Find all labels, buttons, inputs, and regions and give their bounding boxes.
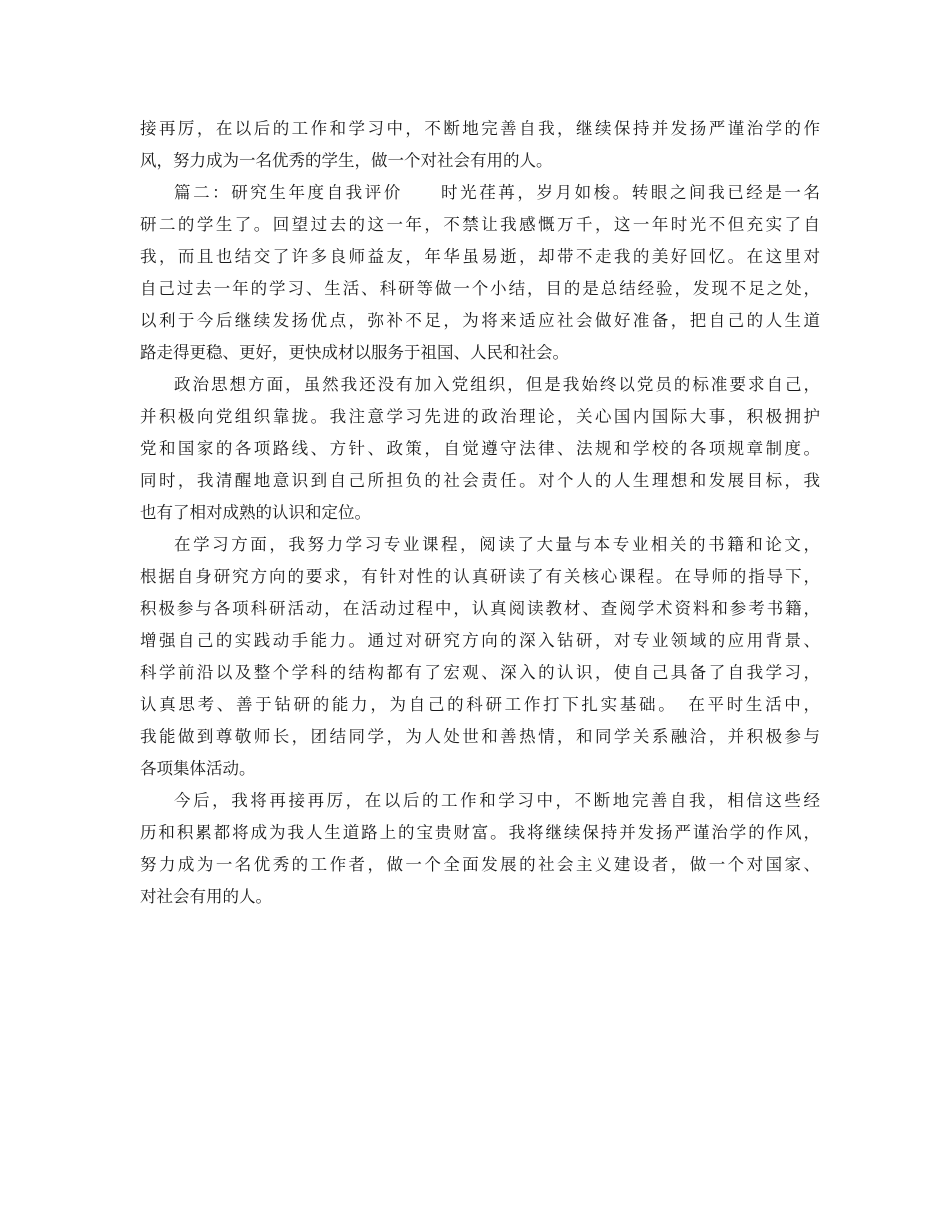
text-line: 历和积累都将成为我人生道路上的宝贵财富。我将继续保持并发扬严谨治学的作风， xyxy=(140,823,820,842)
paragraph-continuation xyxy=(140,113,820,177)
text-line: 今后，我将再接再厉，在以后的工作和学习中，不断地完善自我，相信这些经 xyxy=(174,791,820,810)
paragraph-section-two-intro xyxy=(140,177,820,369)
paragraph-future xyxy=(140,785,820,913)
text-line: 篇二：研究生年度自我评价 时光荏苒，岁月如梭。转眼之间我已经是一名 xyxy=(174,183,820,202)
text-line: 路走得更稳、更好，更快成材以服务于祖国、人民和社会。 xyxy=(140,343,569,362)
text-line: 以利于今后继续发扬优点，弥补不足，为将来适应社会做好准备，把自己的人生道 xyxy=(140,311,820,330)
text-line: 也有了相对成熟的认识和定位。 xyxy=(140,503,371,522)
text-line: 自己过去一年的学习、生活、科研等做一个小结，目的是总结经验，发现不足之处， xyxy=(140,279,820,298)
text-line: 各项集体活动。 xyxy=(140,759,256,778)
text-line: 党和国家的各项路线、方针、政策，自觉遵守法律、法规和学校的各项规章制度。 xyxy=(140,439,820,458)
text-line: 我能做到尊敬师长，团结同学，为人处世和善热情，和同学关系融洽，并积极参与 xyxy=(140,727,820,746)
text-line: 研二的学生了。回望过去的这一年，不禁让我感慨万千，这一年时光不但充实了自 xyxy=(140,215,820,234)
text-line: 接再厉，在以后的工作和学习中，不断地完善自我，继续保持并发扬严谨治学的作 xyxy=(140,119,820,138)
text-line: 在学习方面，我努力学习专业课程，阅读了大量与本专业相关的书籍和论文， xyxy=(174,535,820,554)
text-line: 增强自己的实践动手能力。通过对研究方向的深入钻研，对专业领域的应用背景、 xyxy=(140,631,820,650)
text-line: 政治思想方面，虽然我还没有加入党组织，但是我始终以党员的标准要求自己， xyxy=(174,375,820,394)
paragraph-study xyxy=(140,529,820,785)
paragraph-political-thought xyxy=(140,369,820,529)
text-line: 我，而且也结交了许多良师益友，年华虽易逝，却带不走我的美好回忆。在这里对 xyxy=(140,247,820,266)
text-line: 同时，我清醒地意识到自己所担负的社会责任。对个人的人生理想和发展目标，我 xyxy=(140,471,820,490)
text-line: 积极参与各项科研活动，在活动过程中，认真阅读教材、查阅学术资料和参考书籍， xyxy=(140,599,820,618)
text-line: 努力成为一名优秀的工作者，做一个全面发展的社会主义建设者，做一个对国家、 xyxy=(140,855,820,874)
text-line: 科学前沿以及整个学科的结构都有了宏观、深入的认识，使自己具备了自我学习， xyxy=(140,663,820,682)
text-line: 认真思考、善于钻研的能力，为自己的科研工作打下扎实基础。 在平时生活中， xyxy=(140,695,820,714)
text-line: 对社会有用的人。 xyxy=(140,887,272,906)
text-line: 根据自身研究方向的要求，有针对性的认真研读了有关核心课程。在导师的指导下， xyxy=(140,567,820,586)
text-line: 风，努力成为一名优秀的学生，做一个对社会有用的人。 xyxy=(140,151,553,170)
document-body xyxy=(140,113,820,913)
text-line: 并积极向党组织靠拢。我注意学习先进的政治理论，关心国内国际大事，积极拥护 xyxy=(140,407,820,426)
